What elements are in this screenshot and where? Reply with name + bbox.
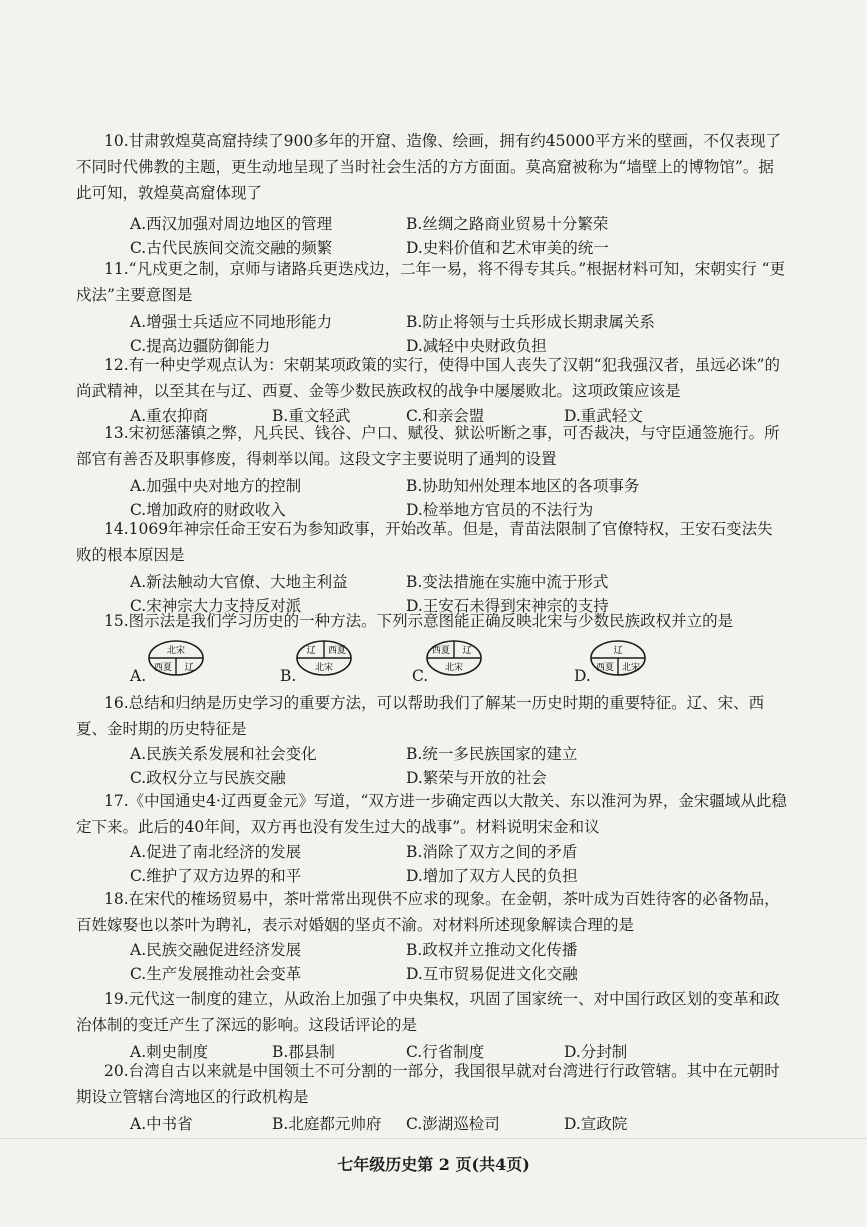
option-b: B.变法措施在实施中流于形式 (406, 573, 609, 591)
option-a: A.重农抑商 (130, 407, 209, 425)
option-c: C.维护了双方边界的和平 (130, 867, 302, 885)
question-stem: 12.有一种史学观点认为：宋朝某项政策的实行，使得中国人丧失了汉朝“犯我强汉者，虽远必诛”的尚武精神，以至其在与辽、西夏、金等少数民族政权的战争中屡屡败北。这项政策应该是 (76, 356, 781, 400)
question-13 (76, 420, 788, 520)
diagram-a-left: 西夏 (153, 663, 173, 673)
question-16 (76, 690, 788, 790)
option-c: C.古代民族间交流交融的频繁 (130, 239, 333, 257)
option-b: B.丝绸之路商业贸易十分繁荣 (406, 215, 609, 233)
diagram-d-left: 西夏 (595, 663, 615, 673)
question-18 (76, 886, 788, 986)
option-b: B.协助知州处理本地区的各项事务 (406, 477, 640, 495)
option-a: A.民族交融促进经济发展 (130, 941, 302, 959)
option-c: C.行省制度 (406, 1043, 485, 1061)
question-15 (76, 608, 788, 634)
option-b: B.政权并立推动文化传播 (406, 941, 578, 959)
diagram-b-top-right: 西夏 (327, 646, 347, 656)
option-d: D. (574, 667, 591, 685)
diagram-a-right: 辽 (184, 663, 194, 673)
option-c: C.政权分立与民族交融 (130, 769, 286, 787)
question-stem: 13.宋初惩藩镇之弊，凡兵民、钱谷、户口、赋役、狱讼听断之事，可否裁决，与守臣通签施行。所部官有善否及职事修废，得刺举以闻。这段文字主要说明了通判的设置 (76, 424, 780, 468)
diagram-a-top: 北宋 (166, 646, 186, 656)
option-a: A.新法触动大官僚、大地主利益 (130, 573, 348, 591)
question-14 (76, 516, 788, 616)
diagram-b-bottom: 北宋 (314, 663, 334, 673)
option-d: D.重武轻文 (564, 407, 643, 425)
option-a: A.促进了南北经济的发展 (130, 843, 302, 861)
option-b: B.防止将领与士兵形成长期隶属关系 (406, 313, 655, 331)
question-11 (76, 256, 788, 356)
question-stem: 10.甘肃敦煌莫高窟持续了900多年的开窟、造像、绘画，拥有约45000平方米的壁画，不仅表现了不同时代佛教的主题，更生动地呈现了当时社会生活的方方面面。莫高窟被称为“墙壁上的博物馆”。据此可知，敦煌莫高窟体现了 (76, 132, 782, 202)
option-a: A.增强士兵适应不同地形能力 (130, 313, 333, 331)
option-d: D.史料价值和艺术审美的统一 (406, 239, 609, 257)
option-d: D.增加了双方人民的负担 (406, 867, 578, 885)
question-12 (76, 352, 788, 428)
option-c: C.宋神宗大力支持反对派 (130, 597, 302, 615)
option-a: A.刺史制度 (130, 1043, 209, 1061)
option-d: D.互市贸易促进文化交融 (406, 965, 578, 983)
option-d: D.繁荣与开放的社会 (406, 769, 547, 787)
question-stem: 19.元代这一制度的建立，从政治上加强了中央集权，巩固了国家统一、对中国行政区划的变革和政治体制的变迁产生了深远的影响。这段话评论的是 (76, 990, 780, 1034)
question-stem: 20.台湾自古以来就是中国领土不可分割的一部分，我国很早就对台湾进行行政管辖。其中在元朝时期设立管辖台湾地区的行政机构是 (76, 1062, 780, 1106)
diagram-b (294, 638, 354, 678)
option-b: B.北庭都元帅府 (272, 1115, 382, 1133)
diagram-d-right: 北宋 (621, 663, 641, 673)
diagram-c-top-left: 西夏 (431, 646, 451, 656)
option-b: B. (280, 667, 297, 685)
diagram-b-top-left: 辽 (306, 646, 316, 656)
option-d: D.宣政院 (564, 1115, 628, 1133)
question-stem: 15.图示法是我们学习历史的一种方法。下列示意图能正确反映北宋与少数民族政权并立的是 (104, 612, 734, 630)
question-19 (76, 986, 788, 1062)
question-10 (76, 128, 788, 257)
option-a: A.西汉加强对周边地区的管理 (130, 215, 333, 233)
option-b: B.统一多民族国家的建立 (406, 745, 578, 763)
question-stem: 14.1069年神宗任命王安石为参知政事，开始改革。但是，青苗法限制了官僚特权，王安石变法失败的根本原因是 (76, 520, 773, 564)
question-17 (76, 788, 788, 888)
option-d: D.王安石未得到宋神宗的支持 (406, 597, 609, 615)
option-c: C.提高边疆防御能力 (130, 337, 271, 355)
option-a: A.加强中央对地方的控制 (130, 477, 302, 495)
option-b: B.重文轻武 (272, 407, 351, 425)
option-c: C. (412, 667, 429, 685)
question-20 (76, 1058, 788, 1134)
option-a: A. (130, 667, 147, 685)
question-stem: 18.在宋代的榷场贸易中，茶叶常常出现供不应求的现象。在金朝，茶叶成为百姓待客的必备物品，百姓嫁娶也以茶叶为聘礼，表示对婚姻的坚贞不渝。对材料所述现象解读合理的是 (76, 890, 780, 934)
option-b: B.消除了双方之间的矛盾 (406, 843, 578, 861)
diagram-c-top-right: 辽 (462, 646, 472, 656)
question-stem: 17.《中国通史4·辽西夏金元》写道，“双方进一步确定西以大散关、东以淮河为界，金宋疆域从此稳定下来。此后的40年间，双方再也没有发生过大的战事”。材料说明宋金和议 (76, 792, 787, 836)
diagram-a (146, 638, 206, 678)
scan-divider (0, 1138, 867, 1139)
option-b: B.郡县制 (272, 1043, 335, 1061)
question-stem: 16.总结和归纳是历史学习的重要方法，可以帮助我们了解某一历史时期的重要特征。辽、宋、西夏、金时期的历史特征是 (76, 694, 765, 738)
option-c: C.生产发展推动社会变革 (130, 965, 302, 983)
option-d: D.减轻中央财政负担 (406, 337, 547, 355)
option-d: D.分封制 (564, 1043, 628, 1061)
diagram-c-bottom: 北宋 (444, 663, 464, 673)
option-d: D.检举地方官员的不法行为 (406, 501, 594, 519)
option-a: A.中书省 (130, 1115, 193, 1133)
option-c: C.和亲会盟 (406, 407, 485, 425)
option-c: C.增加政府的财政收入 (130, 501, 286, 519)
question-stem: 11.“凡戍更之制，京师与诸路兵更迭戍边，二年一易，将不得专其兵。”根据材料可知，宋朝实行 “更戍法”主要意图是 (76, 260, 786, 304)
option-a: A.民族关系发展和社会变化 (130, 745, 317, 763)
diagram-d (588, 638, 648, 678)
option-c: C.澎湖巡检司 (406, 1115, 500, 1133)
page-footer: 七年级历史第 2 页(共4页) (337, 1155, 530, 1174)
diagram-d-top: 辽 (613, 646, 623, 656)
diagram-c (424, 638, 484, 678)
